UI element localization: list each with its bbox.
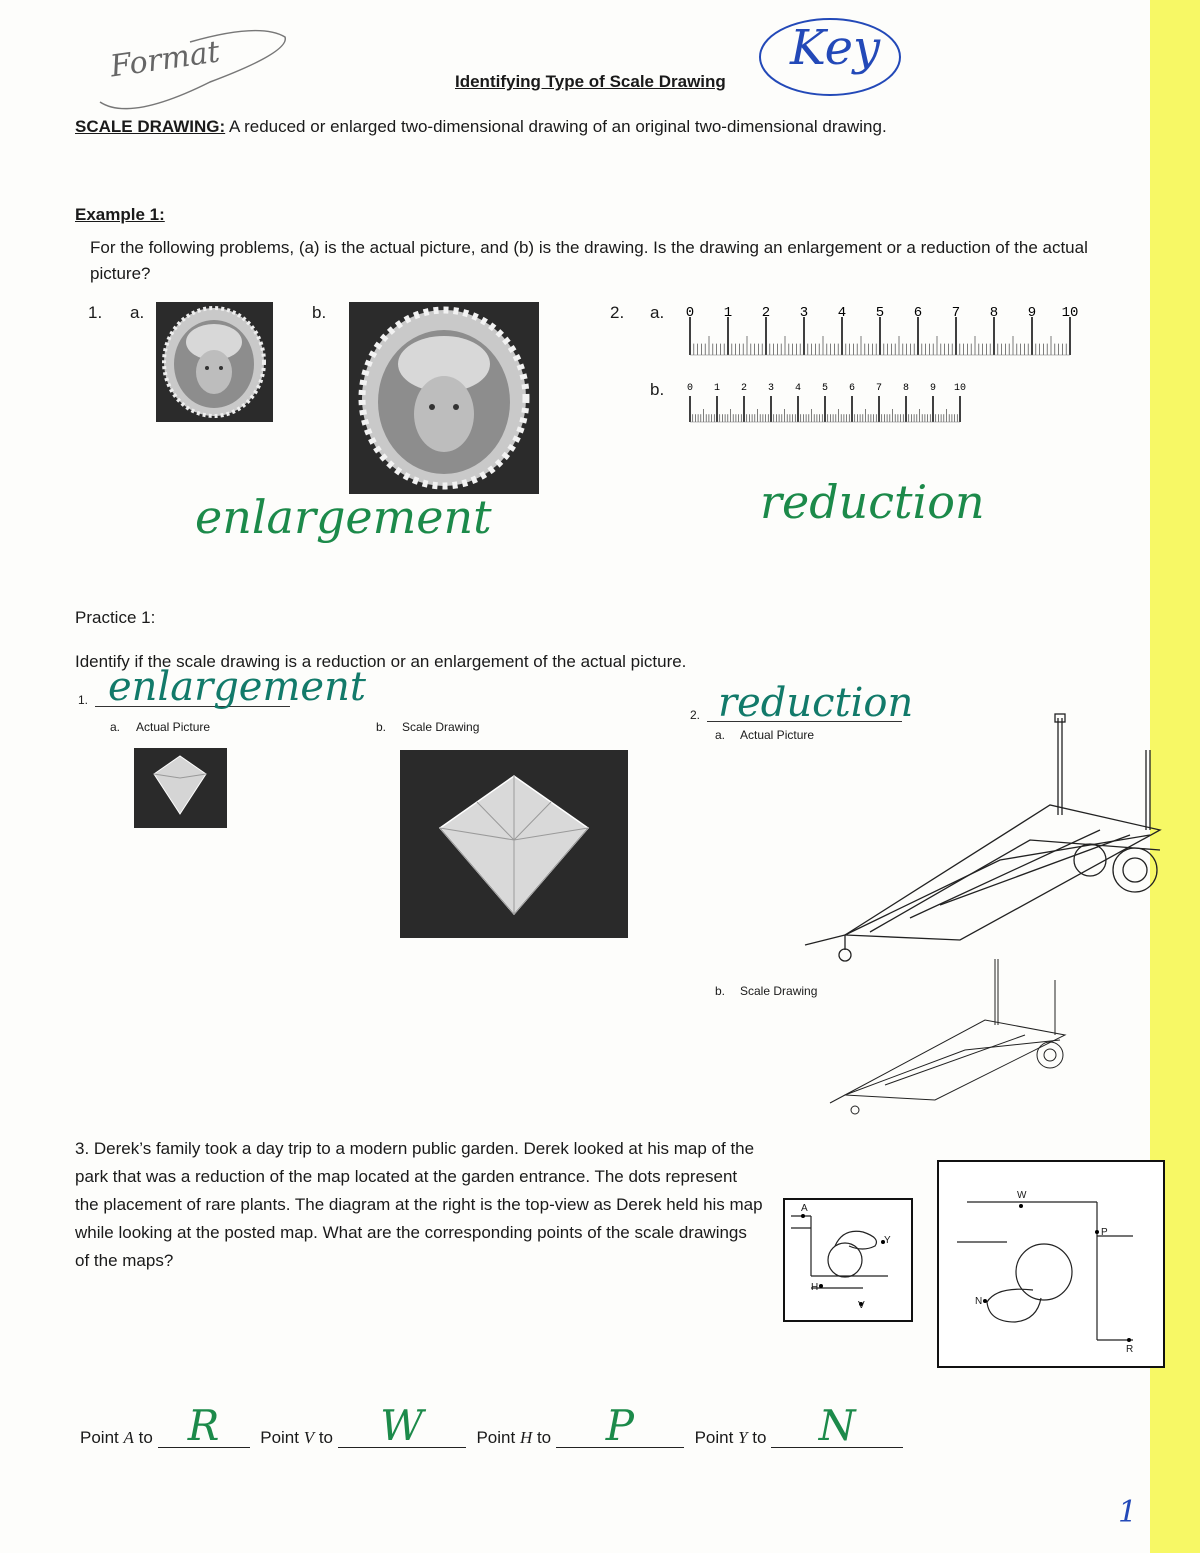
example1-instructions: For the following problems, (a) is the actual picture, and (b) is the drawing. Is the drawing an enlargement or a reduction of the actual picture?	[90, 238, 1088, 283]
ruler-small-label: 4	[794, 383, 802, 394]
trailer-large-image	[800, 710, 1170, 980]
portrait-small-image	[156, 302, 273, 422]
ruler-large-label: 4	[837, 305, 847, 321]
practice-item2-a-caption: Actual Picture	[740, 728, 815, 742]
practice-item1-b-caption: Scale Drawing	[402, 720, 480, 734]
key-note: Key	[790, 20, 881, 76]
answer-h-to: to	[532, 1428, 556, 1447]
ruler-large-label: 5	[875, 305, 885, 321]
practice-item1-answer: enlargement	[108, 664, 366, 710]
ex1-problem1-number: 1.	[88, 303, 103, 322]
ruler-small-label: 2	[740, 383, 748, 394]
format-note-loop	[90, 22, 300, 112]
ruler-large-label: 9	[1027, 305, 1037, 321]
ex1-problem2-answer: reduction	[760, 475, 985, 529]
answer-h-blank[interactable]	[556, 1401, 684, 1450]
large-map-diagram	[937, 1160, 1165, 1368]
answer-a-var: A	[123, 1428, 134, 1447]
page-title: Identifying Type of Scale Drawing	[455, 72, 726, 91]
practice1-instructions: Identify if the scale drawing is a reduction or an enlargement of the actual picture.	[75, 652, 687, 671]
ex1-problem1-a-label: a.	[130, 303, 145, 322]
trailer-small-image	[825, 955, 1085, 1125]
ruler-large-label: 3	[799, 305, 809, 321]
portrait-large-image	[349, 302, 539, 494]
large-map-point-w: W	[1017, 1190, 1027, 1201]
practice-item2-number: 2.	[690, 708, 701, 722]
answer-h-var: H	[519, 1428, 533, 1447]
example1-heading: Example 1:	[75, 205, 165, 224]
ruler-large-label: 2	[761, 305, 771, 321]
large-map-point-r: R	[1126, 1344, 1134, 1355]
large-map-point-n: N	[975, 1296, 983, 1307]
large-map-point-p: P	[1101, 1227, 1108, 1238]
ruler-large-label: 6	[913, 305, 923, 321]
small-map-point-a: A	[801, 1203, 808, 1214]
diamond-small-image	[134, 748, 227, 828]
page-number: 1	[1118, 1495, 1138, 1530]
ruler-large-label: 10	[1061, 305, 1079, 321]
ruler-small-label: 1	[713, 383, 721, 394]
ruler-small-label: 8	[902, 383, 910, 394]
answer-v-label: Point	[260, 1428, 304, 1447]
ex1-problem2-number: 2.	[610, 303, 625, 322]
ruler-small-image	[680, 378, 970, 426]
answer-y-blank[interactable]	[771, 1401, 903, 1450]
small-map-point-h: H	[811, 1282, 819, 1293]
scale-drawing-definition	[75, 117, 887, 137]
definition-term: SCALE DRAWING:	[75, 117, 226, 136]
ruler-large-label: 1	[723, 305, 733, 321]
answer-v-value: W	[380, 1401, 424, 1450]
ruler-small-label: 9	[929, 383, 937, 394]
small-map-point-v: V	[858, 1300, 865, 1311]
practice-item2-a-label: a.	[715, 728, 726, 742]
answer-y-var: Y	[738, 1428, 748, 1447]
ruler-small-label: 3	[767, 383, 775, 394]
practice-item1-b-label: b.	[376, 720, 387, 734]
small-map-point-y: Y	[884, 1235, 891, 1246]
ex1-problem2-b-label: b.	[650, 380, 665, 399]
practice-item1-a-label: a.	[110, 720, 121, 734]
ruler-large-image	[680, 300, 1080, 362]
answer-v-var: V	[303, 1428, 315, 1447]
diamond-large-image	[400, 750, 628, 938]
answer-h-value: P	[605, 1401, 634, 1450]
answer-row	[80, 1401, 903, 1450]
answer-v-blank[interactable]	[338, 1401, 466, 1450]
answer-a-to: to	[133, 1428, 158, 1447]
practice1-heading: Practice 1:	[75, 608, 156, 627]
ruler-small-label: 10	[953, 383, 967, 394]
answer-a-value: R	[187, 1401, 220, 1450]
ruler-small-label: 5	[821, 383, 829, 394]
small-map-diagram	[783, 1198, 913, 1322]
practice-item2-b-caption: Scale Drawing	[740, 984, 818, 998]
ruler-large-label: 8	[989, 305, 999, 321]
ruler-small-label: 0	[686, 383, 694, 394]
answer-y-value: N	[818, 1401, 856, 1450]
answer-a-label: Point	[80, 1428, 124, 1447]
ruler-small-label: 7	[875, 383, 883, 394]
answer-y-to: to	[747, 1428, 772, 1447]
practice-item2-b-label: b.	[715, 984, 726, 998]
answer-a-blank[interactable]	[158, 1401, 250, 1450]
practice-item1-number: 1.	[78, 693, 89, 707]
ruler-small-label: 6	[848, 383, 856, 394]
ruler-large-label: 7	[951, 305, 961, 321]
ex1-problem1-answer: enlargement	[195, 490, 492, 544]
definition-text: A reduced or enlarged two-dimensional drawing of an original two-dimensional drawing.	[225, 117, 887, 136]
ex1-problem1-b-label: b.	[312, 303, 327, 322]
format-note: Format	[108, 34, 222, 85]
practice-item2-answer: reduction	[718, 680, 914, 726]
answer-y-label: Point	[694, 1428, 739, 1447]
problem3-text: 3. Derek’s family took a day trip to a modern public garden. Derek looked at his map of the park that was a reduction of the map located at the garden entrance. The dots represent the placement of rare plants. The diagram at the right is the top-view as Derek held his map while looking at the posted map. What are the corresponding points of the scale drawings of the maps?	[75, 1139, 763, 1270]
answer-v-to: to	[314, 1428, 338, 1447]
practice-item1-a-caption: Actual Picture	[136, 720, 211, 734]
ruler-large-label: 0	[685, 305, 695, 321]
answer-h-label: Point	[476, 1428, 520, 1447]
ex1-problem2-a-label: a.	[650, 303, 665, 322]
